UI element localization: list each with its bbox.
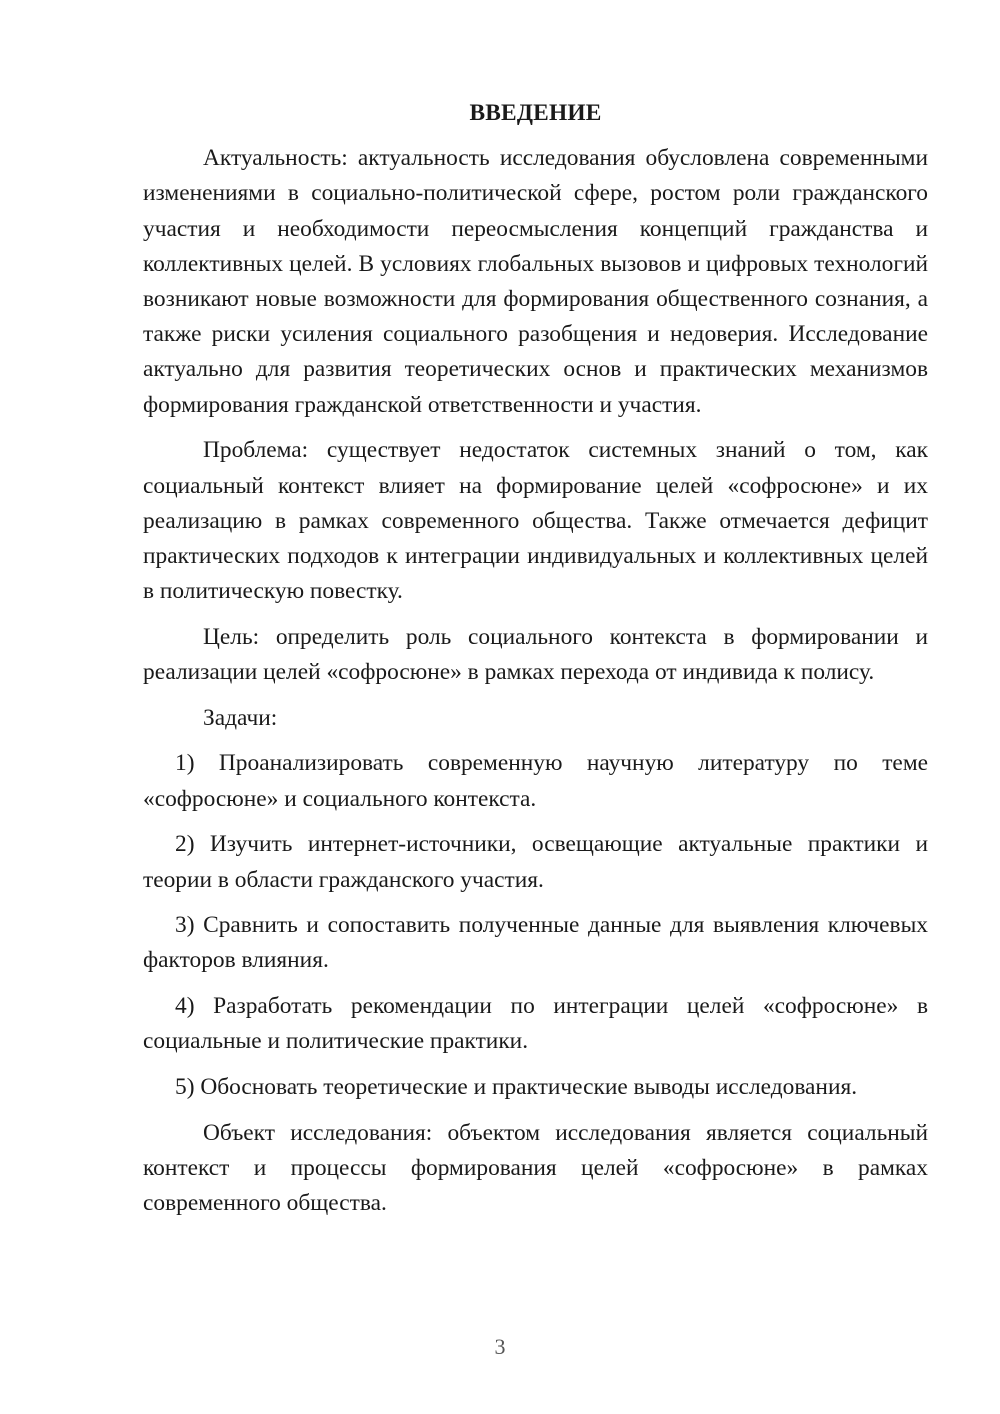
task-item: 4) Разработать рекомендации по интеграции целей «софросюне» в социальные и политические практики. xyxy=(143,993,928,1055)
page-number: 3 xyxy=(494,1334,506,1359)
problem-paragraph: Проблема: существует недостаток системных знаний о том, как социальный контекст влияет на формирование целей «софросюне» и их реализацию в рамках современного общества. Также отмечается дефицит практических подходов к интеграции индивидуальных и коллективных целей в политическую повестку. xyxy=(143,437,928,605)
task-item: 2) Изучить интернет-источники, освещающие актуальные практики и теории в области гражданского участия. xyxy=(143,831,928,893)
task-item: 1) Проанализировать современную научную литературу по теме «софросюне» и социального контекста. xyxy=(143,750,928,812)
goal-paragraph: Цель: определить роль социального контекста в формировании и реализации целей «софросюне» в рамках перехода от индивида к полису. xyxy=(143,623,928,686)
tasks-label: Задачи: xyxy=(203,704,278,731)
section-heading: ВВЕДЕНИЕ xyxy=(469,100,602,126)
object-paragraph: Объект исследования: объектом исследования является социальный контекст и процессы формирования целей «софросюне» в рамках современного общества. xyxy=(143,1119,928,1217)
page-content xyxy=(143,96,928,1232)
relevance-paragraph: Актуальность: актуальность исследования обусловлена современными изменениями в социально-политической сфере, ростом роли гражданского участия и необходимости переосмысления концепций гражданства и коллективных целей. В условиях глобальных вызовов и цифровых технологий возникают новые возможности для формирования общественного сознания, а также риски усиления социального разобщения и недоверия. Исследование актуально для развития теоретических основ и практических механизмов формирования гражданской ответственности и участия. xyxy=(143,145,928,418)
task-item: 5) Обосновать теоретические и практические выводы исследования. xyxy=(175,1074,858,1101)
task-item: 3) Сравнить и сопоставить полученные данные для выявления ключевых факторов влияния. xyxy=(143,912,928,974)
